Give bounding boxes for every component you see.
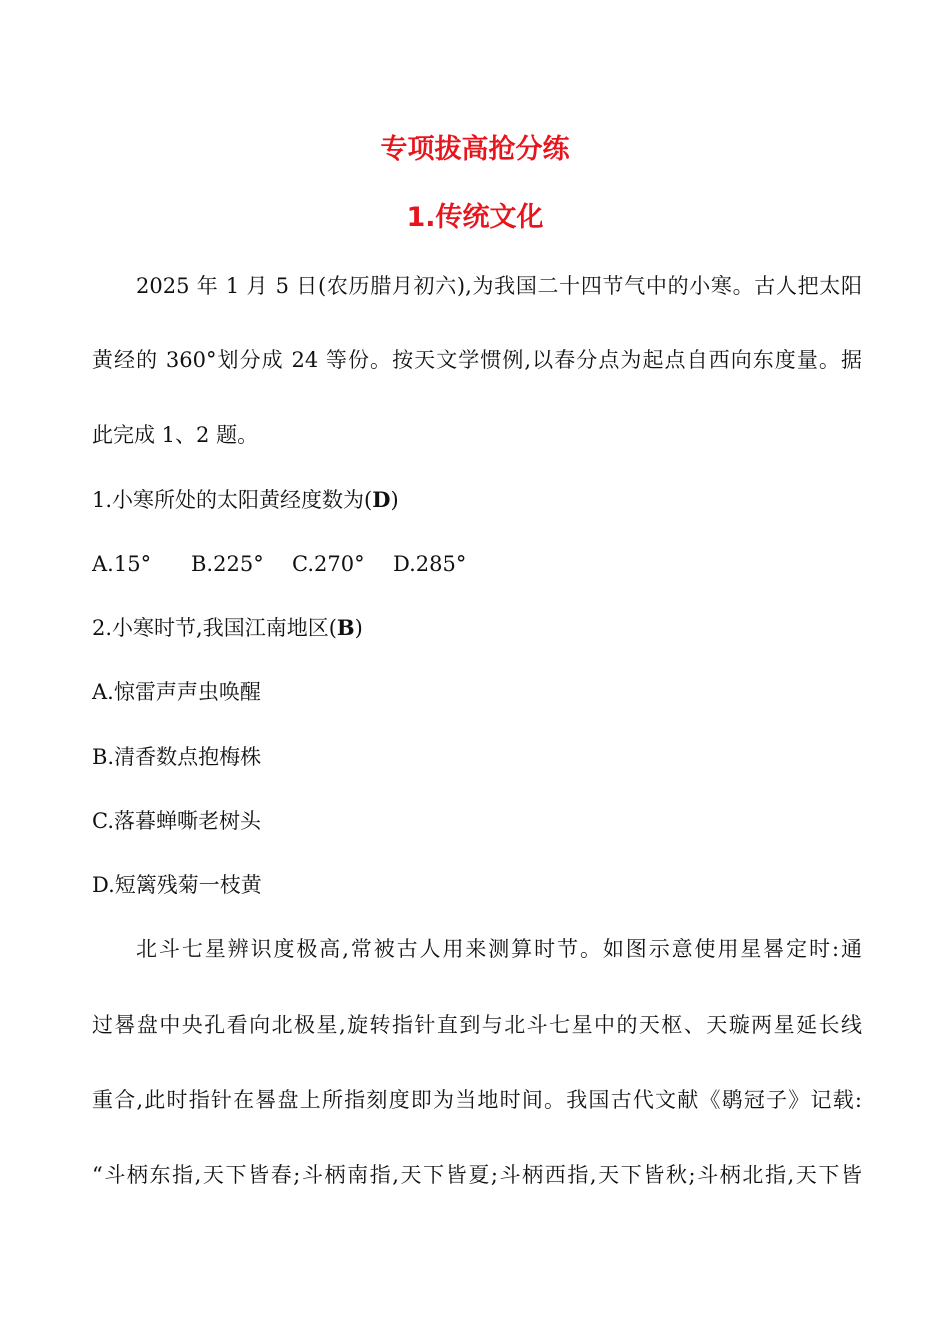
page-title: 专项拔高抢分练 [380, 134, 570, 165]
question-1-option-d: D.285° [393, 552, 467, 576]
question-1-close: ) [390, 488, 399, 512]
passage1-line-1: 2025 年 1 月 5 日(农历腊月初六),为我国二十四节气中的小寒。古人把太阳 [136, 274, 862, 298]
question-2-text: 2.小寒时节,我国江南地区( [92, 616, 337, 640]
question-2-answer: B [336, 615, 355, 640]
passage2-line-2: 过晷盘中央孔看向北极星,旋转指针直到与北斗七星中的天枢、天璇两星延长线 [92, 1013, 862, 1037]
question-2-option-b: B.清香数点抱梅株 [92, 745, 262, 769]
passage1-line-2: 黄经的 360°划分成 24 等份。按天文学惯例,以春分点为起点自西向东度量。据 [92, 348, 862, 372]
question-2-close: ) [354, 616, 363, 640]
question-1-option-b: B.225° [191, 552, 264, 576]
question-1-option-a: A.15° [92, 552, 152, 576]
passage1-line-3: 此完成 1、2 题。 [92, 423, 259, 447]
section-title: 1.传统文化 [406, 202, 544, 233]
question-1-text: 1.小寒所处的太阳黄经度数为( [92, 488, 373, 512]
question-1-options [92, 549, 862, 579]
question-2-option-d: D.短篱残菊一枝黄 [92, 873, 262, 897]
question-1-option-c: C.270° [292, 552, 365, 576]
passage2-line-3: 重合,此时指针在晷盘上所指刻度即为当地时间。我国古代文献《鹖冠子》记载: [92, 1088, 862, 1112]
question-1-answer: D [372, 487, 391, 512]
passage2-line-1: 北斗七星辨识度极高,常被古人用来测算时节。如图示意使用星晷定时:通 [136, 937, 862, 961]
passage2-line-4: “斗柄东指,天下皆春;斗柄南指,天下皆夏;斗柄西指,天下皆秋;斗柄北指,天下皆 [92, 1163, 862, 1187]
question-2-stem [92, 613, 862, 643]
question-2-option-c: C.落暮蝉嘶老树头 [92, 809, 261, 833]
question-2-option-a: A.惊雷声声虫唤醒 [92, 680, 261, 704]
question-1-stem [92, 485, 862, 515]
